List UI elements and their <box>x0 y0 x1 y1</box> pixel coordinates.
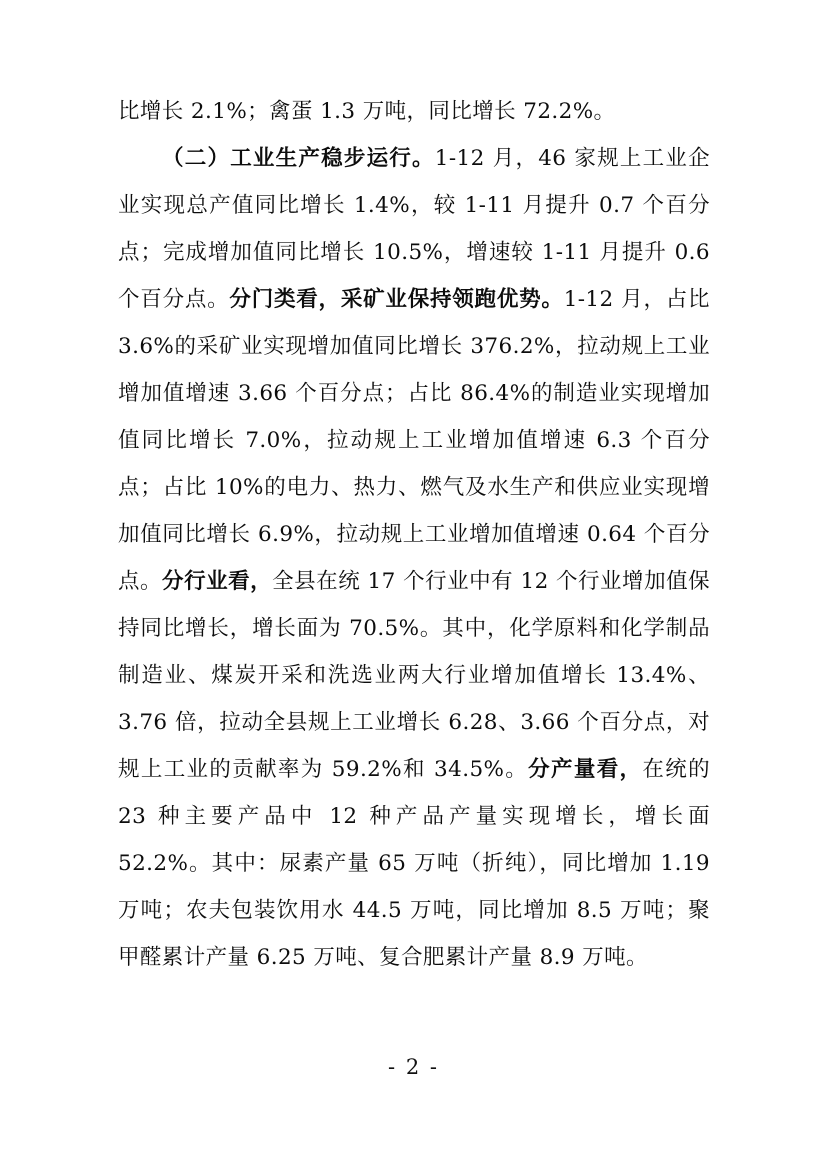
emphasis-run: 分门类看，采矿业保持领跑优势。 <box>229 287 564 312</box>
paragraph-continuation <box>118 88 710 135</box>
paragraph-industrial-production <box>118 135 718 981</box>
text-run: 比增长 2.1%；禽蛋 1.3 万吨，同比增长 72.2%。 <box>118 99 616 124</box>
emphasis-run: （二）工业生产稳步运行。 <box>162 146 435 171</box>
text-run: 全县在统 17 个行业中有 12 个行业增加值保持同比增长，增长面为 70.5%。其中，化学原料和化学制品制造业、煤炭开采和洗选业两大行业增加值增长 13.4%、3.76 倍，拉动全县规上工业增长 6.28、3.66 个百分点，对规上工业的贡献率为 59.2%和 34.5%。 <box>118 569 710 782</box>
text-run: 1-12 月，46 家规上工业企业实现总产值同比增长 1.4%，较 1-11 月提升 0.7 个百分点；完成增加值同比增长 10.5%，增速较 1-11 月提升 0.6 个百分点。 <box>118 146 718 312</box>
page-number: - 2 - <box>388 1055 439 1079</box>
text-run: 1-12 月，占比 3.6%的采矿业实现增加值同比增长 376.2%，拉动规上工业增加值增速 3.66 个百分点；占比 86.4%的制造业实现增加值同比增长 7.0%，拉动规上工业增加值增速 6.3 个百分点；占比 10%的电力、热力、燃气及水生产和供应业实现增加值同比增长 6.9%，拉动规上工业增加值增速 0.64 个百分点。 <box>118 287 718 594</box>
emphasis-run: 分行业看， <box>162 569 273 594</box>
emphasis-run: 分产量看， <box>528 757 643 782</box>
text-run: 在统的 23 种主要产品中 12 种产品产量实现增长，增长面 52.2%。其中：尿素产量 65 万吨（折纯），同比增加 1.19 万吨；农夫包装饮用水 44.5 万吨，同比增加 8.5 万吨；聚甲醛累计产量 6.25 万吨、复合肥累计产量 8.9 万吨。 <box>118 757 718 970</box>
page-body <box>118 88 718 981</box>
